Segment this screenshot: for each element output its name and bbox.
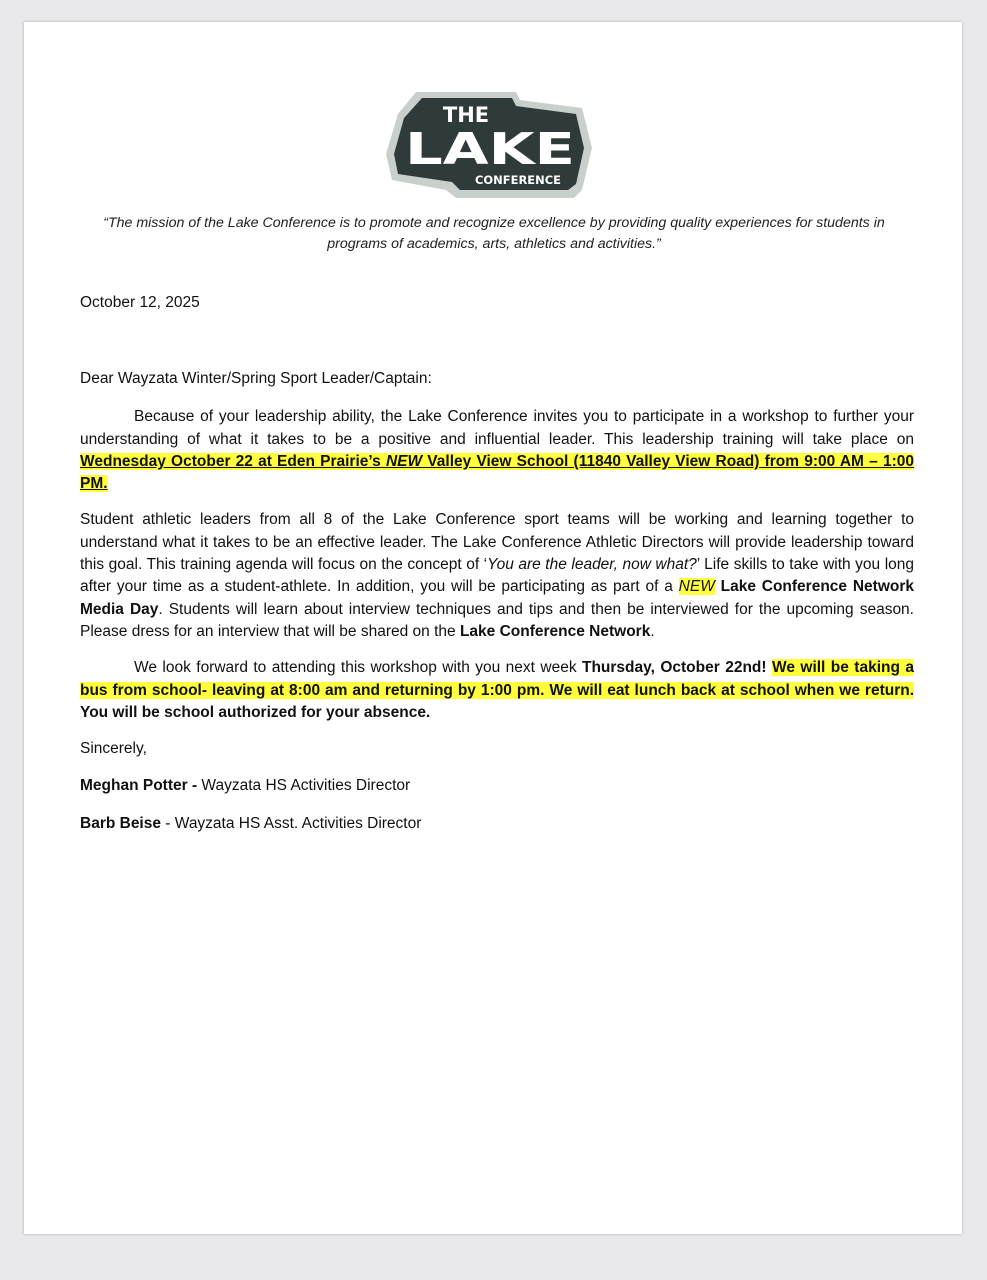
closing: Sincerely, xyxy=(80,740,147,758)
p2-new-highlight: NEW xyxy=(678,578,715,596)
letter-body xyxy=(80,368,914,850)
logo-the: THE xyxy=(442,103,490,127)
signature-block xyxy=(80,738,914,835)
p2-text-2: ’ Life skills to take with you long after your time as a student-athlete. In addition, you will be participating as part of a xyxy=(80,556,914,596)
logo-lake: LAKE xyxy=(405,124,575,175)
salutation: Dear Wayzata Winter/Spring Sport Leader/Captain: xyxy=(80,370,432,387)
signer-1-title: Wayzata HS Activities Director xyxy=(197,777,411,795)
p2-bold-media-day: Lake Conference Network Media Day xyxy=(80,578,914,618)
p1-highlight-new: NEW xyxy=(385,452,423,470)
p3-text: We look forward to attending this workshop with you next week xyxy=(134,659,582,677)
p2-italic: You are the leader, now what? xyxy=(487,556,697,574)
signer-2-name: Barb Beise xyxy=(80,814,161,832)
signer-2 xyxy=(80,813,914,835)
paragraph-3 xyxy=(80,657,914,724)
p2-text-3: . Students will learn about interview techniques and tips and then be interviewed for the upcoming season. Please dress for an interview that will be shared on the xyxy=(80,600,914,640)
p2-bold-network: Lake Conference Network xyxy=(459,622,651,640)
letter-page xyxy=(24,22,962,1234)
lake-conference-logo xyxy=(386,84,592,198)
p2-text-4: . xyxy=(650,622,655,640)
signer-1-name: Meghan Potter - xyxy=(80,777,198,795)
p1-highlight-b: Valley View School (11840 Valley View Road) from 9:00 AM – 1:00 PM. xyxy=(80,452,914,493)
paragraph-1 xyxy=(80,406,914,495)
mission-statement: “The mission of the Lake Conference is to promote and recognize excellence by providing quality experiences for students in programs of academics, arts, athletics and activities.” xyxy=(103,215,885,252)
letter-date: October 12, 2025 xyxy=(80,294,200,311)
signer-1 xyxy=(80,775,914,797)
p3-bold-authorized: You will be school authorized for your absence. xyxy=(80,703,431,721)
p1-highlight xyxy=(80,453,914,492)
p1-highlight-a: Wednesday October 22 at Eden Prairie’s xyxy=(80,452,386,470)
p3-highlight: We will be taking a bus from school- leaving at 8:00 am and returning by 1:00 pm. We will eat lunch back at school when we return. xyxy=(80,659,914,699)
logo-conference: CONFERENCE xyxy=(475,173,562,187)
signer-2-title: - Wayzata HS Asst. Activities Director xyxy=(160,814,422,832)
p1-text: Because of your leadership ability, the Lake Conference invites you to participate in a workshop to further your understanding of what it takes to be a positive and influential leader. This leadership training will take place on xyxy=(80,408,914,448)
p3-bold-date: Thursday, October 22nd! xyxy=(582,659,772,677)
paragraph-2 xyxy=(80,509,914,643)
p2-text-1: Student athletic leaders from all 8 of the Lake Conference sport teams will be working and learning together to understand what it takes to be an effective leader. The Lake Conference Athletic Directors will provide leadership toward this goal. This training agenda will focus on the concept of ‘ xyxy=(80,511,914,574)
